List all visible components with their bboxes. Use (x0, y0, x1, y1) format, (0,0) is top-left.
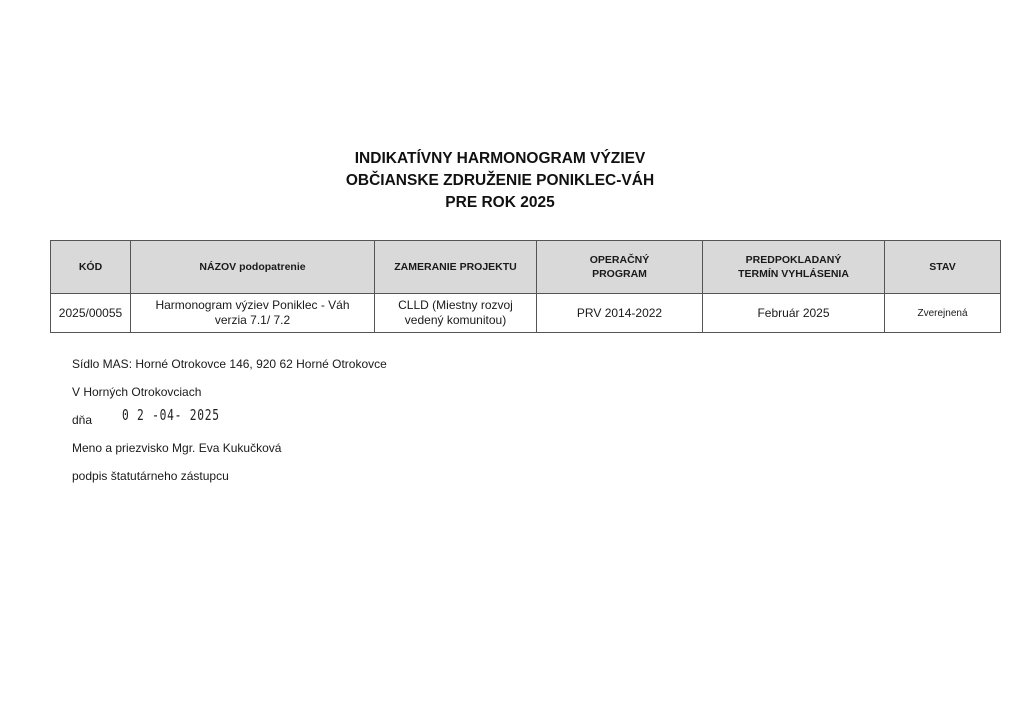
header-termin-line-1: PREDPOKLADANÝ (745, 254, 842, 266)
table-row (51, 294, 1001, 333)
header-termin-line-2: TERMÍN VYHLÁSENIA (738, 268, 849, 280)
cell-nazov-line-2: verzia 7.1/ 7.2 (214, 313, 291, 327)
header-stav: STAV (885, 241, 1001, 294)
header-termin (703, 241, 885, 294)
cell-nazov-line-1: Harmonogram výziev Poniklec - Váh (155, 298, 350, 312)
cell-zameranie-line-1: CLLD (Miestny rozvoj (398, 298, 513, 312)
header-program (537, 241, 703, 294)
cell-stav: Zverejnená (885, 294, 1001, 333)
cell-program: PRV 2014-2022 (537, 294, 703, 333)
header-program-line-1: OPERAČNÝ (589, 254, 650, 266)
meno-text: Meno a priezvisko Mgr. Eva Kukučková (72, 441, 282, 455)
dna-label: dňa (72, 413, 93, 427)
header-zameranie: ZAMERANIE PROJEKTU (375, 241, 537, 294)
document-title (300, 148, 700, 214)
cell-termin: Február 2025 (703, 294, 885, 333)
table-header-row (51, 241, 1001, 294)
title-line-3: PRE ROK 2025 (445, 194, 555, 211)
miesto-text: V Horných Otrokovciach (72, 385, 202, 399)
sidlo-text: Sídlo MAS: Horné Otrokovce 146, 920 62 Horné Otrokovce (72, 357, 387, 371)
podpis-text: podpis štatutárneho zástupcu (72, 469, 229, 483)
cell-kod: 2025/00055 (51, 294, 131, 333)
schedule-table (50, 240, 1001, 333)
cell-zameranie (375, 294, 537, 333)
stamped-date: 0 2 -04- 2025 (122, 406, 220, 424)
cell-zameranie-line-2: vedený komunitou) (404, 313, 507, 327)
header-nazov: NÁZOV podopatrenie (131, 241, 375, 294)
title-line-2: OBČIANSKE ZDRUŽENIE PONIKLEC-VÁH (345, 172, 655, 189)
title-line-1: INDIKATÍVNY HARMONOGRAM VÝZIEV (354, 150, 646, 167)
cell-nazov (131, 294, 375, 333)
header-program-line-2: PROGRAM (592, 268, 647, 280)
header-kod: KÓD (51, 241, 131, 294)
